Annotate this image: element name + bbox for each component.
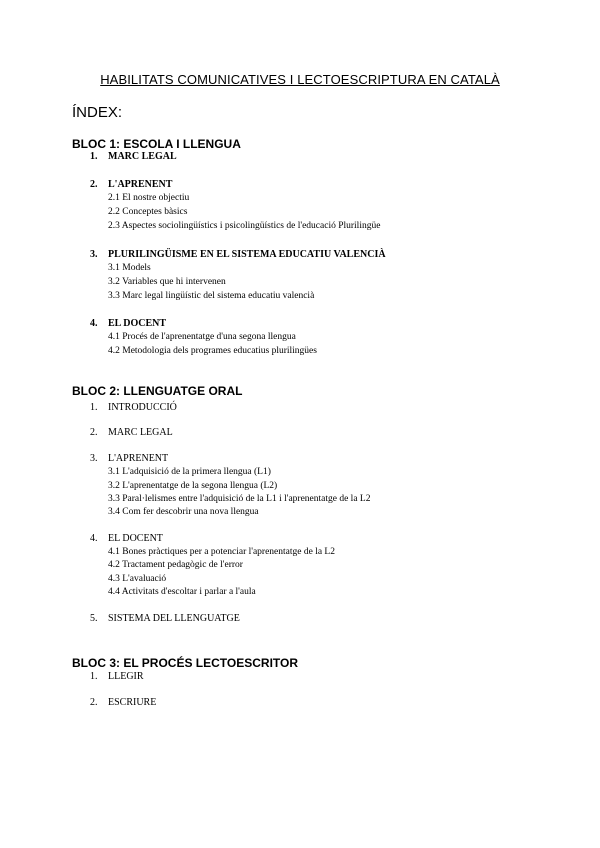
bloc2-subitem: 3.4 Com fer descobrir una nova llengua — [108, 507, 259, 517]
item-number: 4. — [90, 533, 98, 544]
bloc1-item-2 — [90, 179, 172, 190]
bloc1-item-4 — [90, 318, 166, 329]
item-number: 2. — [90, 427, 98, 438]
bloc1-subitem: 3.1 Models — [108, 263, 151, 273]
bloc1-subitem: 2.1 El nostre objectiu — [108, 193, 190, 203]
bloc3-item-2 — [90, 697, 156, 708]
bloc2-subitem: 4.2 Tractament pedagògic de l'error — [108, 560, 243, 570]
item-number: 2. — [90, 697, 98, 708]
item-label: EL DOCENT — [108, 533, 163, 544]
item-label: PLURILINGÜISME EN EL SISTEMA EDUCATIU VALENCIÀ — [108, 249, 386, 260]
bloc2-subitem: 3.2 L'aprenentatge de la segona llengua (L2) — [108, 481, 278, 491]
bloc2-heading: BLOC 2: LLENGUATGE ORAL — [72, 384, 243, 398]
item-label: LLEGIR — [108, 671, 144, 682]
item-number: 1. — [90, 151, 98, 162]
bloc2-item-1 — [90, 402, 177, 413]
item-number: 1. — [90, 671, 98, 682]
item-label: MARC LEGAL — [108, 151, 177, 162]
item-label: EL DOCENT — [108, 318, 167, 329]
bloc2-subitem: 4.3 L'avaluació — [108, 574, 167, 584]
bloc1-heading: BLOC 1: ESCOLA I LLENGUA — [72, 137, 241, 151]
bloc2-item-3 — [90, 453, 168, 464]
bloc3-item-1 — [90, 671, 144, 682]
item-number: 1. — [90, 402, 98, 413]
bloc1-item-1 — [90, 151, 177, 162]
item-label: INTRODUCCIÓ — [108, 402, 177, 413]
item-label: MARC LEGAL — [108, 427, 173, 438]
bloc2-subitem: 4.1 Bones pràctiques per a potenciar l'aprenentatge de la L2 — [108, 547, 335, 557]
item-label: L'APRENENT — [108, 179, 173, 190]
item-number: 3. — [90, 453, 98, 464]
bloc1-subitem: 4.1 Procés de l'aprenentatge d'una segona llengua — [108, 332, 296, 342]
bloc2-item-2 — [90, 427, 173, 438]
item-label: ESCRIURE — [108, 697, 157, 708]
bloc2-subitem: 3.3 Paral·lelismes entre l'adquisició de la L1 i l'aprenentatge de la L2 — [108, 494, 371, 504]
document-title: HABILITATS COMUNICATIVES I LECTOESCRIPTURA EN CATALÀ — [100, 72, 500, 87]
bloc1-item-3 — [90, 249, 386, 260]
item-number: 5. — [90, 613, 98, 624]
item-number: 2. — [90, 179, 98, 190]
bloc1-subitem: 2.3 Aspectes sociolingüístics i psicolingüístics de l'educació Plurilingüe — [108, 221, 381, 231]
bloc1-subitem: 4.2 Metodologia dels programes educatius plurilingües — [108, 346, 317, 356]
bloc2-item-4 — [90, 533, 163, 544]
item-label: L'APRENENT — [108, 453, 169, 464]
index-heading: ÍNDEX: — [72, 104, 123, 121]
bloc1-subitem: 3.3 Marc legal lingüístic del sistema educatiu valencià — [108, 291, 315, 301]
item-number: 3. — [90, 249, 98, 260]
bloc1-subitem: 3.2 Variables que hi intervenen — [108, 277, 226, 287]
bloc2-subitem: 4.4 Activitats d'escoltar i parlar a l'aula — [108, 587, 256, 597]
item-label: SISTEMA DEL LLENGUATGE — [108, 613, 240, 624]
bloc2-subitem: 3.1 L'adquisició de la primera llengua (L1) — [108, 467, 271, 477]
bloc3-heading: BLOC 3: EL PROCÉS LECTOESCRITOR — [72, 656, 299, 670]
item-number: 4. — [90, 318, 98, 329]
bloc2-item-5 — [90, 613, 240, 624]
bloc1-subitem: 2.2 Conceptes bàsics — [108, 207, 188, 217]
